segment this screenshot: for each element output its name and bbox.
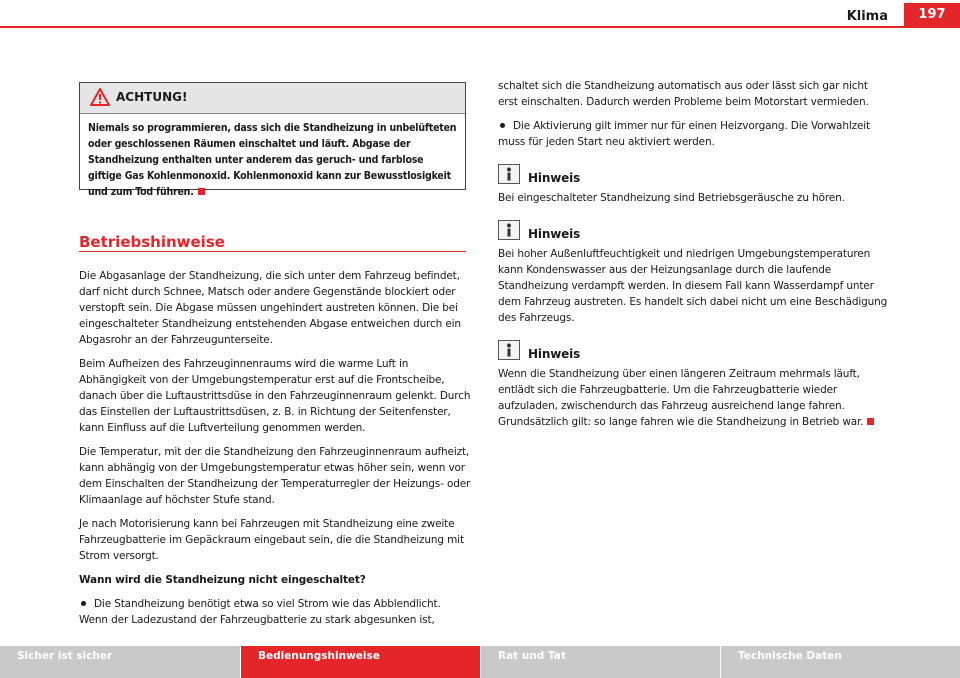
note-text: Bei hoher Außenluftfeuchtigkeit und niedrigen Umgebungstemperaturen kann Kondenswasser aus der Heizungsanlage durch die laufende Standheizung verdampft werden. In diesem Fall kann Wasserdampf unter dem Fahrzeug austreten. Es handelt sich dabei nicht um eine Beschädigung des Fahrzeugs. bbox=[498, 248, 888, 324]
info-icon bbox=[498, 340, 520, 360]
end-mark-icon bbox=[867, 418, 874, 425]
note-header bbox=[498, 220, 888, 246]
footer-tab-rat[interactable]: Rat und Tat bbox=[480, 646, 720, 678]
note-text bbox=[498, 366, 888, 430]
warning-header bbox=[80, 83, 465, 114]
paragraph: Die Abgasanlage der Standheizung, die sich unter dem Fahrzeug befindet, darf nicht durch Schnee, Matsch oder andere Gegenstände blockiert oder verstopft sein. Die Abgase müssen ungehindert austreten können. Die bei eingeschalteter Standheizung entstehenden Abgase entweichen durch ein Abgasrohr an der Fahrzeugunterseite. bbox=[79, 270, 461, 346]
note-label: Hinweis bbox=[528, 171, 581, 185]
page-header bbox=[0, 0, 960, 32]
bullet-text: Die Aktivierung gilt immer nur für einen Heizvorgang. Die Vorwahlzeit muss für jeden Start neu aktiviert werden. bbox=[498, 120, 871, 148]
note-label: Hinweis bbox=[528, 227, 581, 241]
bullet-icon bbox=[81, 601, 86, 606]
chapter-title: Klima bbox=[846, 9, 888, 24]
warning-box bbox=[79, 82, 466, 198]
note-header bbox=[498, 164, 888, 190]
question-heading: Wann wird die Standheizung nicht eingeschaltet? bbox=[79, 574, 366, 586]
bullet-text: Die Standheizung benötigt etwa so viel Strom wie das Abblendlicht. Wenn der Ladezustand der Fahrzeugbatterie zu stark abgesunken ist, bbox=[79, 598, 441, 626]
note-text-content: Wenn die Standheizung über einen längeren Zeitraum mehrmals läuft, entlädt sich die Fahrzeugbatterie. Um die Fahrzeugbatterie wieder aufzuladen, zwischendurch das Fahrzeug ausreichend lange fahren. Grundsätzlich gilt: so lange fahren wie die Standheizung in Betrieb war. bbox=[498, 368, 864, 428]
note-text: Bei eingeschalteter Standheizung sind Betriebsgeräusche zu hören. bbox=[498, 192, 845, 204]
page-number: 197 bbox=[904, 3, 960, 26]
paragraph: Je nach Motorisierung kann bei Fahrzeugen mit Standheizung eine zweite Fahrzeugbatterie im Gepäckraum eingebaut sein, die die Standheizung mit Strom versorgt. bbox=[79, 518, 464, 562]
bullet-icon bbox=[500, 123, 505, 128]
paragraph: Beim Aufheizen des Fahrzeuginnenraums wird die warme Luft in Abhängigkeit von der Umgebungstemperatur erst auf die Frontscheibe, danach über die Luftaustrittsdüse in den Fahrzeuginnenraum gelenkt. Durch das Einstellen der Luftaustrittsdüsen, z. B. in Richtung der Seitenfenster, kann Einfluss auf die Luftverteilung genommen werden. bbox=[79, 358, 471, 434]
section-rule bbox=[79, 251, 466, 252]
paragraph-continuation: schaltet sich die Standheizung automatisch aus oder lässt sich gar nicht erst einschalten. Dadurch werden Probleme beim Motorstart vermieden. bbox=[498, 80, 869, 108]
note-block bbox=[498, 220, 888, 326]
note-label: Hinweis bbox=[528, 347, 581, 361]
footer-nav bbox=[0, 646, 960, 678]
warning-text-block bbox=[80, 114, 465, 200]
footer-tab-sicher[interactable]: Sicher ist sicher bbox=[0, 646, 240, 678]
paragraph: Die Temperatur, mit der die Standheizung den Fahrzeuginnenraum aufheizt, kann abhängig von der Umgebungstemperatur etwas höher sein, wenn vor dem Einschalten der Standheizung der Temperaturregler der Heizungs- oder Klimaanlage auf höchster Stufe stand. bbox=[79, 446, 471, 506]
end-mark-icon bbox=[198, 188, 205, 195]
bullet-item bbox=[498, 118, 888, 150]
note-block bbox=[498, 340, 888, 430]
note-header bbox=[498, 340, 888, 366]
warning-triangle-icon bbox=[90, 88, 110, 106]
info-icon bbox=[498, 220, 520, 240]
section-title: Betriebshinweise bbox=[79, 233, 225, 251]
footer-tab-technik[interactable]: Technische Daten bbox=[720, 646, 960, 678]
warning-label: ACHTUNG! bbox=[116, 90, 188, 104]
right-column bbox=[498, 78, 888, 438]
footer-tab-bedienung[interactable]: Bedienungshinweise bbox=[240, 646, 480, 678]
info-icon bbox=[498, 164, 520, 184]
bullet-item bbox=[79, 596, 471, 628]
header-rule bbox=[0, 26, 960, 28]
note-block bbox=[498, 164, 888, 206]
left-column bbox=[79, 268, 471, 636]
warning-text: Niemals so programmieren, dass sich die Standheizung in unbelüfteten oder geschlossenen Räumen einschaltet und läuft. Abgase der Standheizung enthalten unter anderem das geruch- und farblose giftige Gas Kohlenmonoxid. Kohlenmonoxid kann zur Bewusstlosigkeit und zum Tod führen. bbox=[88, 122, 457, 198]
